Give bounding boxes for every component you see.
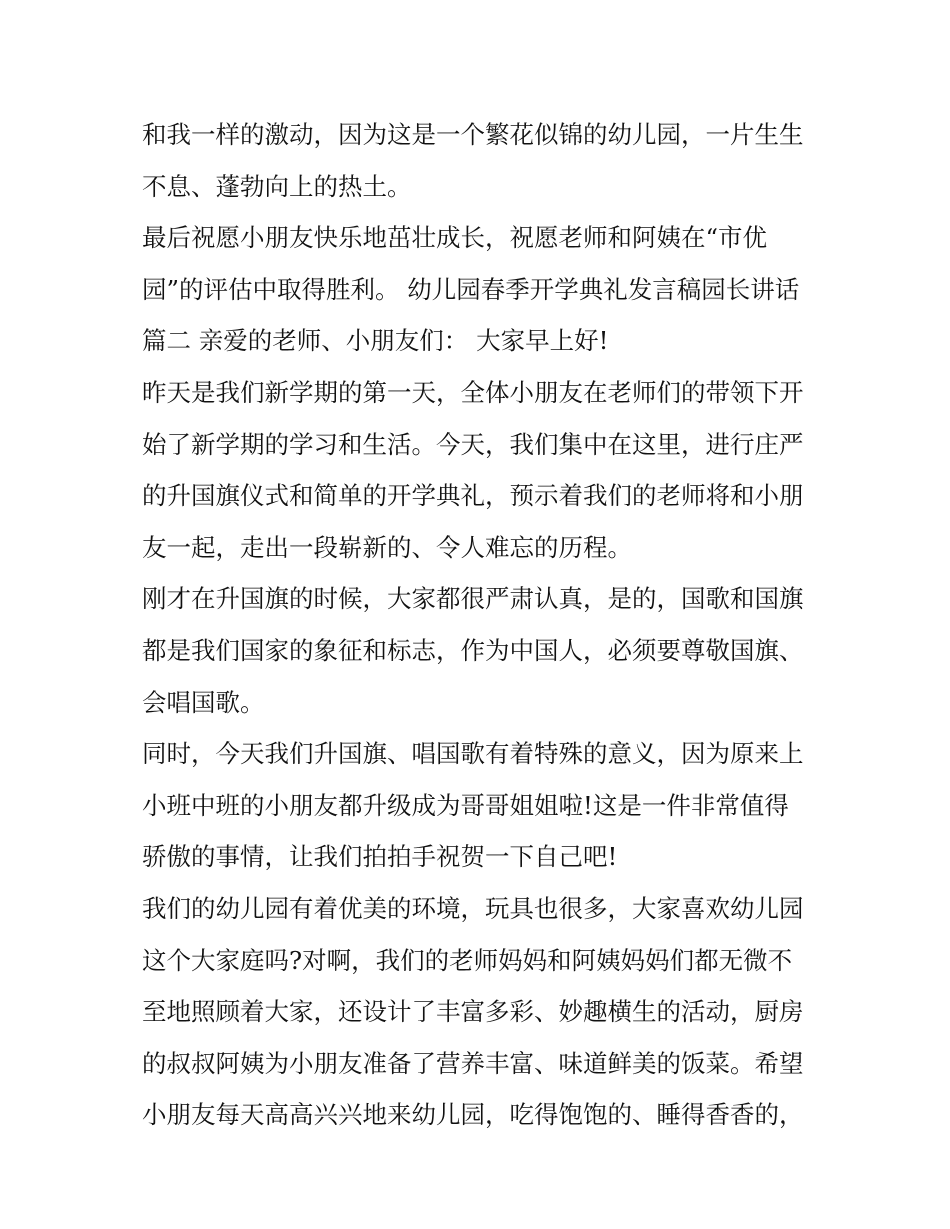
text-line: 最后祝愿小朋友快乐地茁壮成长，祝愿老师和阿姨在“市优 (142, 223, 768, 253)
text-line: 骄傲的事情，让我们拍拍手祝贺一下自己吧! (142, 842, 618, 872)
text-line: 不息、蓬勃向上的热土。 (142, 171, 412, 201)
text-line: 同时，今天我们升国旗、唱国歌有着特殊的意义，因为原来上 (142, 739, 804, 769)
text-line: 这个大家庭吗?对啊，我们的老师妈妈和阿姨妈妈们都无微不 (142, 945, 793, 975)
text-line: 会唱国歌。 (142, 687, 265, 717)
text-line: 小班中班的小朋友都升级成为哥哥姐姐啦!这是一件非常值得 (142, 790, 789, 820)
text-line: 篇二 亲爱的老师、小朋友们： 大家早上好! (142, 326, 609, 356)
text-line: 的叔叔阿姨为小朋友准备了营养丰富、味道鲜美的饭菜。希望 (142, 1048, 804, 1078)
text-line: 刚才在升国旗的时候，大家都很严肃认真，是的，国歌和国旗 (142, 584, 804, 614)
text-line: 昨天是我们新学期的第一天，全体小朋友在老师们的带领下开 (142, 377, 804, 407)
text-line: 和我一样的激动，因为这是一个繁花似锦的幼儿园，一片生生 (142, 120, 804, 149)
text-line: 至地照顾着大家，还设计了丰富多彩、妙趣横生的活动，厨房 (142, 997, 804, 1027)
text-line: 的升国旗仪式和简单的开学典礼，预示着我们的老师将和小朋 (142, 481, 804, 511)
text-line: 园”的评估中取得胜利。 幼儿园春季开学典礼发言稿园长讲话 (142, 274, 800, 304)
text-line: 都是我们国家的象征和标志，作为中国人，必须要尊敬国旗、 (142, 635, 804, 665)
text-line: 友一起，走出一段崭新的、令人难忘的历程。 (142, 532, 632, 562)
text-line: 小朋友每天高高兴兴地来幼儿园，吃得饱饱的、睡得香香的， (142, 1100, 804, 1130)
text-line: 始了新学期的学习和生活。今天，我们集中在这里，进行庄严 (142, 429, 804, 459)
document-body (142, 109, 822, 1141)
text-line: 我们的幼儿园有着优美的环境，玩具也很多，大家喜欢幼儿园 (142, 893, 804, 923)
